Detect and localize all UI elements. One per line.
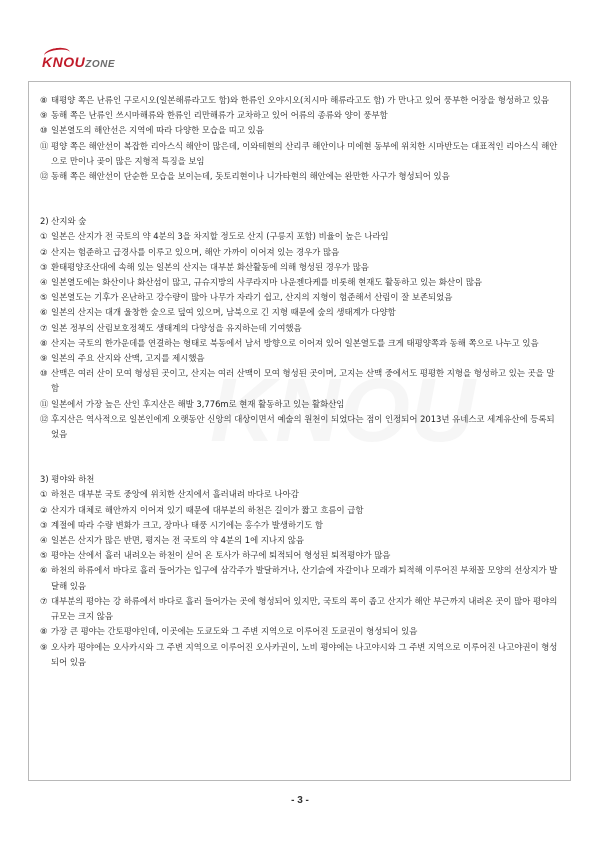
item-number: ⑧ <box>40 337 48 348</box>
item-text: 산지는 국토의 한가운데를 연결하는 형태로 북동에서 남서 방향으로 이어져 있어 일본열도를 크게 태평양쪽과 동해 쪽으로 나누고 있음 <box>51 337 539 348</box>
logo-sub-text: ZONE <box>85 59 116 70</box>
item-number: ⑪ <box>40 140 49 151</box>
item-number: ③ <box>40 519 48 530</box>
section <box>40 214 562 442</box>
item-number: ⑨ <box>40 641 48 652</box>
page-number: - 3 - <box>291 795 309 806</box>
item-number: ⑥ <box>40 307 48 318</box>
item-text: 계절에 따라 수량 변화가 크고, 장마나 태풍 시기에는 홍수가 발생하기도 함 <box>51 519 323 530</box>
list-item <box>40 305 562 320</box>
list-item <box>40 563 562 593</box>
item-text: 후지산은 역사적으로 일본인에게 오랫동안 신앙의 대상이면서 예술의 원천이 되었다는 점이 인정되어 2013년 유네스코 세계유산에 등록되었음 <box>51 413 555 440</box>
item-text: 하천은 대부분 국토 중앙에 위치한 산지에서 흘러내려 바다로 나아감 <box>51 489 299 500</box>
list-item <box>40 366 562 396</box>
item-text: 일본열도는 기후가 온난하고 강수량이 많아 나무가 자라기 쉽고, 산지의 지형이 험준해서 산림이 잘 보존되었음 <box>51 292 453 303</box>
list-item <box>40 518 562 533</box>
section <box>40 93 562 184</box>
item-number: ⑪ <box>40 398 49 409</box>
item-text: 산지는 험준하고 급경사를 이루고 있으며, 해안 가까이 이어져 있는 경우가 많음 <box>51 246 340 257</box>
item-number: ⑨ <box>40 110 48 121</box>
item-text: 일본의 주요 산지와 산맥, 고지를 제시했음 <box>51 353 205 364</box>
item-number: ⑩ <box>40 368 48 379</box>
item-text: 일본 정부의 산림보호정책도 생태계의 다양성을 유지하는데 기여했음 <box>51 322 302 333</box>
item-number: ① <box>40 489 48 500</box>
list-item <box>40 624 562 639</box>
item-text: 일본에서 가장 높은 산인 후지산은 해발 3,776m로 현재 활동하고 있는 활화산임 <box>51 398 345 409</box>
item-number: ⑫ <box>40 413 49 424</box>
knouzone-logo <box>42 54 115 70</box>
list-item <box>40 594 562 624</box>
list-item <box>40 412 562 442</box>
document-body <box>40 93 562 670</box>
item-number: ② <box>40 246 48 257</box>
item-text: 태평양 쪽은 난류인 구로시오(일본해류라고도 함)와 한류인 오야시오(치시마 해류라고도 함) 가 만나고 있어 풍부한 어장을 형성하고 있음 <box>51 95 549 105</box>
item-text: 동해 쪽은 난류인 쓰시마해류와 한류인 리만해류가 교차하고 있어 어류의 종류와 양이 풍부함 <box>51 110 388 121</box>
item-number: ⑨ <box>40 353 48 364</box>
item-text: 동해 쪽은 해안선이 단순한 모습을 보이는데, 돗토리현이나 니가타현의 해안에는 완만한 사구가 형성되어 있음 <box>51 171 450 182</box>
list-item <box>40 533 562 548</box>
list-item <box>40 290 562 305</box>
item-number: ⑤ <box>40 292 48 303</box>
item-text: 평양 쪽은 해안선이 복잡한 리아스식 해안이 많은데, 이와테현의 산리쿠 해안이나 미에현 동부에 위치한 시마반도는 대표적인 리아스식 해안으로 만이나 곶이 많은 지형적 특징을 보임 <box>51 140 558 166</box>
item-text: 오사카 평야에는 오사카시와 그 주변 지역으로 이루어진 오사카권이, 노비 평야에는 나고야시와 그 주변 지역으로 이루어진 나고야권이 형성되어 있음 <box>51 641 558 667</box>
list-item <box>40 169 562 184</box>
item-text: 일본은 산지가 많은 반면, 평지는 전 국토의 약 4분의 1에 지나지 않음 <box>51 535 304 546</box>
item-number: ⑧ <box>40 626 48 637</box>
item-text: 일본은 산지가 전 국토의 약 4분의 3을 차지할 정도로 산지 (구릉지 포함) 비율이 높은 나라임 <box>51 231 389 242</box>
item-text: 산맥은 여러 산이 모여 형성된 곳이고, 산지는 여러 산맥이 모여 형성된 곳이며, 고지는 산맥 중에서도 평평한 지형을 형성하고 있는 곳을 말함 <box>51 368 555 394</box>
list-item <box>40 93 562 108</box>
section-heading: 3) 평야와 하천 <box>40 474 95 485</box>
item-number: ⑤ <box>40 550 48 561</box>
list-item <box>40 397 562 412</box>
list-item <box>40 229 562 244</box>
item-text: 일본의 산지는 대개 울창한 숲으로 덮여 있으며, 남북으로 긴 지형 때문에 숲의 생태계가 다양함 <box>51 307 396 318</box>
item-number: ① <box>40 231 48 242</box>
item-text: 산지가 대체로 해안까지 이어져 있기 때문에 대부분의 하천은 길이가 짧고 흐름이 급함 <box>51 504 364 515</box>
list-item <box>40 260 562 275</box>
item-number: ③ <box>40 261 48 272</box>
item-text: 일본열도에는 화산이나 화산섬이 많고, 규슈지방의 사쿠라지마 나운젠다케를 비롯해 현재도 활동하고 있는 화산이 많음 <box>51 277 483 288</box>
list-item <box>40 139 562 169</box>
list-item <box>40 321 562 336</box>
list-item <box>40 275 562 290</box>
list-item <box>40 336 562 351</box>
item-text: 평야는 산에서 흘러 내려오는 하천이 싣어 온 토사가 하구에 퇴적되어 형성된 퇴적평야가 많음 <box>51 550 391 561</box>
item-number: ④ <box>40 535 48 546</box>
item-number: ⑩ <box>40 125 48 136</box>
list-item <box>40 123 562 138</box>
list-item <box>40 487 562 502</box>
item-number: ⑧ <box>40 95 48 105</box>
list-item <box>40 640 562 670</box>
section-heading: 2) 산지와 숲 <box>40 216 87 227</box>
list-item <box>40 108 562 123</box>
list-item <box>40 245 562 260</box>
logo-main-text: KNOU <box>42 54 86 70</box>
item-number: ⑥ <box>40 565 48 576</box>
list-item <box>40 503 562 518</box>
item-text: 일본열도의 해안선은 지역에 따라 다양한 모습을 띠고 있음 <box>51 125 264 136</box>
item-number: ② <box>40 504 48 515</box>
item-number: ⑫ <box>40 171 49 182</box>
item-number: ⑦ <box>40 322 48 333</box>
item-text: 대부분의 평야는 강 하류에서 바다로 흘러 들어가는 곳에 형성되어 있지만, 국토의 폭이 좁고 산지가 해안 부근까지 내려온 곳이 많아 평야의 규모는 크지 않음 <box>51 595 558 622</box>
item-text: 가장 큰 평야는 간토평야인데, 이곳에는 도쿄도와 그 주변 지역으로 이루어진 도쿄권이 형성되어 있음 <box>51 626 418 637</box>
list-item <box>40 548 562 563</box>
list-item <box>40 351 562 366</box>
item-text: 하천의 하류에서 바다로 흘러 들어가는 입구에 삼각주가 발달하거나, 산기슭에 자갈이나 모래가 퇴적해 이루어진 부채꼴 모양의 선상지가 발달해 있음 <box>51 565 558 591</box>
item-number: ④ <box>40 277 48 288</box>
section <box>40 472 562 670</box>
item-number: ⑦ <box>40 595 48 606</box>
item-text: 환태평양조산대에 속해 있는 일본의 산지는 대부분 화산활동에 의해 형성된 경우가 많음 <box>51 261 369 272</box>
